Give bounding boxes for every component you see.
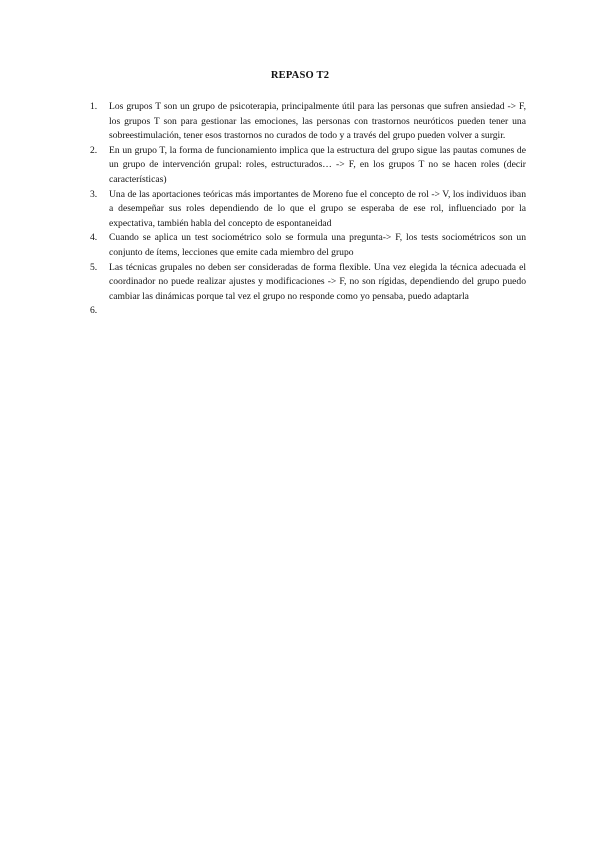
item-text	[109, 304, 526, 319]
item-text: Cuando se aplica un test sociométrico solo se formula una pregunta-> F, los tests sociométricos son un conjunto de ítems, lecciones que emite cada miembro del grupo	[109, 232, 526, 258]
item-text: Los grupos T son un grupo de psicoterapia, principalmente útil para las personas que sufren ansiedad -> F, los grupos T son para gestionar las emociones, las personas con trastornos neuróticos pueden tener una sobreestimulación, tener esos trastornos no curados de todo y a través del grupo pueden volver a surgir.	[109, 101, 526, 142]
list-item	[90, 231, 526, 260]
item-number: 1.	[90, 101, 98, 112]
list-item	[90, 188, 526, 232]
item-number: 4.	[90, 232, 98, 244]
item-text: Las técnicas grupales no deben ser consideradas de forma flexible. Una vez elegida la técnica adecuada el coordinador no puede realizar ajustes y modificaciones -> F, no son rígidas, dependiendo del grupo puedo cambiar las dinámicas porque tal vez el grupo no responde como yo pensaba, puedo adaptarla	[109, 261, 526, 302]
list-item	[90, 144, 526, 188]
item-number: 5.	[90, 261, 98, 273]
item-number: 6.	[90, 305, 98, 317]
list-item	[90, 261, 526, 305]
item-number: 2.	[90, 144, 98, 156]
list-item	[90, 100, 526, 144]
list-item	[90, 304, 526, 319]
item-text: En un grupo T, la forma de funcionamiento implica que la estructura del grupo sigue las pautas comunes de un grupo de intervención grupal: roles, estructurados… -> F, en los grupos T no se hacen roles (decir características)	[109, 144, 526, 185]
item-number: 3.	[90, 188, 98, 200]
document-title: REPASO T2	[270, 70, 330, 81]
item-text: Una de las aportaciones teóricas más importantes de Moreno fue el concepto de rol -> V, los individuos iban a desempeñar sus roles dependiendo de lo que el grupo se esperaba de ese rol, influenciado por la expectativa, también habla del concepto de espontaneidad	[109, 188, 526, 229]
question-list	[90, 100, 526, 319]
